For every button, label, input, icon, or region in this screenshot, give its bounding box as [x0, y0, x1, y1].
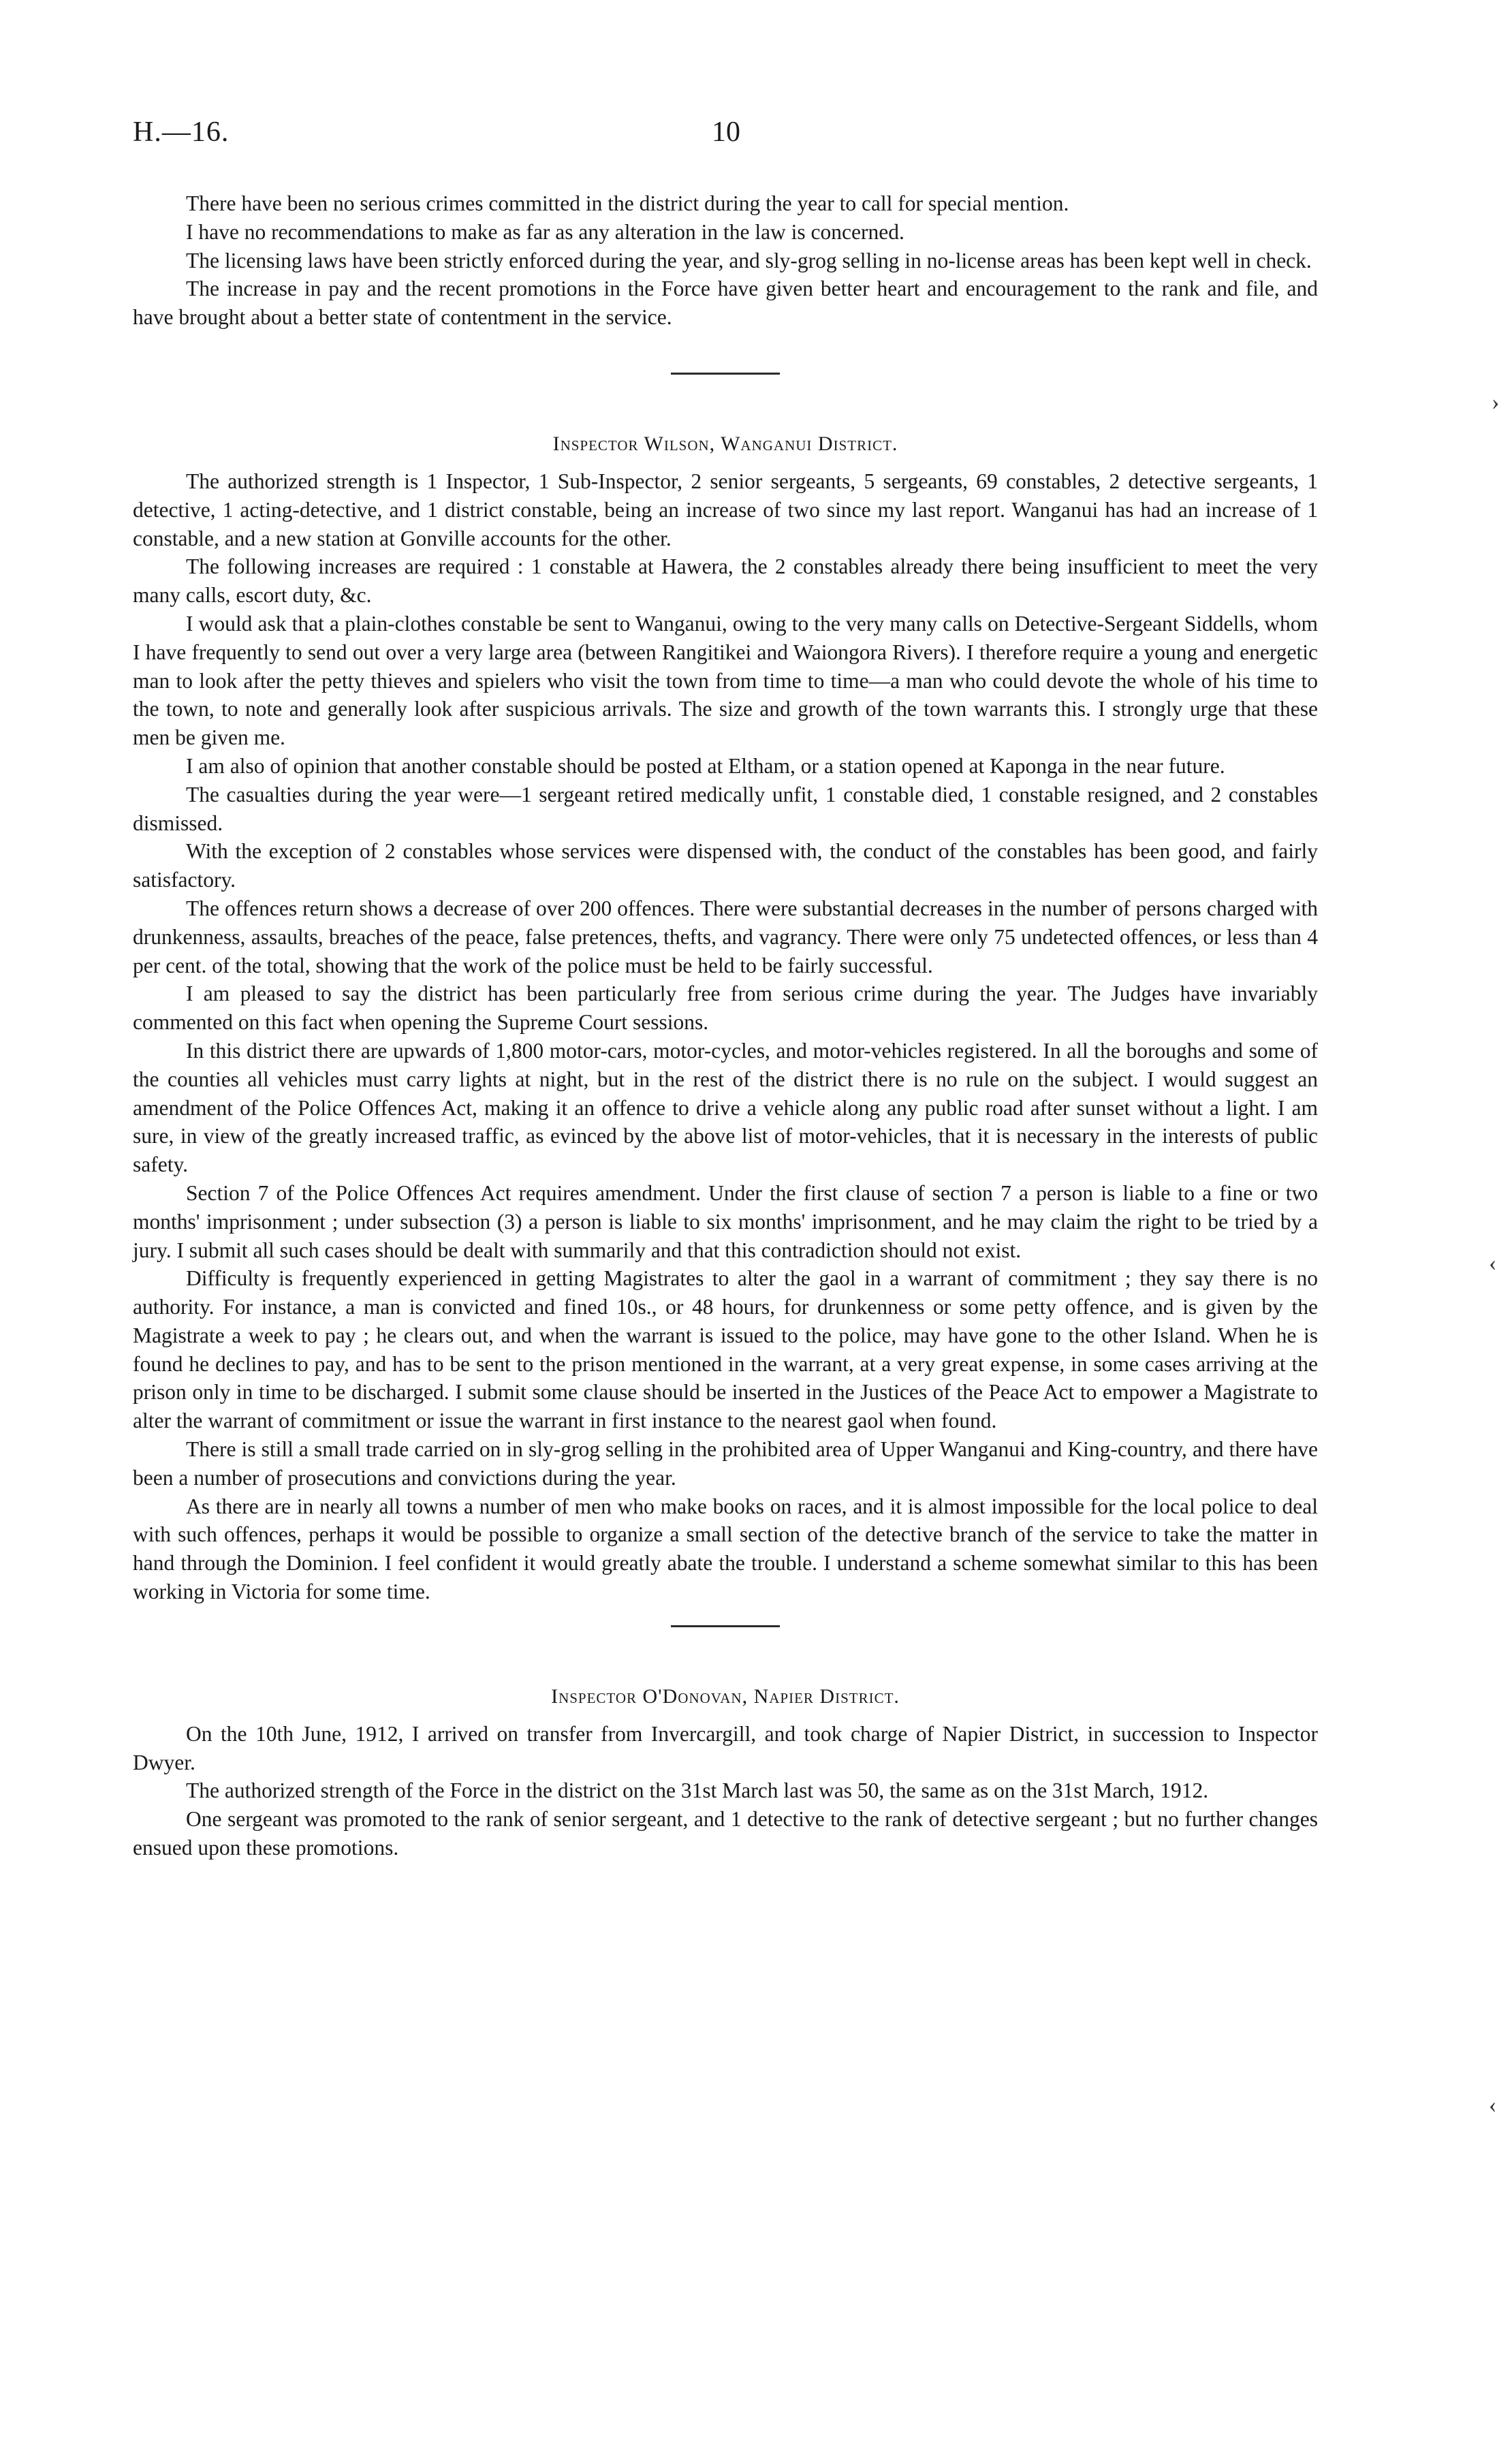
wilson-paragraph-10: Section 7 of the Police Offences Act requires amendment. Under the first clause of section 7 a person is liable to a fine or two months' imprisonment ; under subsection (3) a person is liable to six months' imprisonment, and he may claim the right to be tried by a jury. I submit all such cases should be dealt with summarily and that this contradiction should not exist.: [133, 1180, 1318, 1262]
intro-paragraph-2: I have no recommendations to make as far as any alteration in the law is concerned.: [186, 219, 904, 244]
wilson-paragraph-6: With the exception of 2 constables whose services were dispensed with, the conduct of the constables has been good, and fairly satisfactory.: [133, 839, 1318, 892]
document-code: H.—16.: [133, 116, 230, 148]
section-divider: [671, 1625, 780, 1627]
wilson-paragraph-5: The casualties during the year were—1 sergeant retired medically unfit, 1 constable died, 1 constable resigned, and 2 constables dismissed.: [133, 782, 1318, 835]
margin-mark: ›: [1492, 390, 1500, 415]
wilson-paragraph-1: The authorized strength is 1 Inspector, 1 Sub-Inspector, 2 senior sergeants, 5 sergeants, 69 constables, 2 detective sergeants, 1 detective, 1 acting-detective, and 1 district constable, being an increase of two since my last report. Wanganui has had an increase of 1 constable, and a new station at Gonville accounts for the other.: [133, 469, 1318, 550]
section-divider: [671, 373, 780, 375]
wilson-paragraph-4: I am also of opinion that another constable should be posted at Eltham, or a station opened at Kaponga in the near future.: [186, 753, 1225, 778]
intro-section: [133, 189, 1318, 332]
page-header: [133, 116, 1318, 157]
wilson-paragraph-13: As there are in nearly all towns a number of men who make books on races, and it is almost impossible for the local police to deal with such offences, perhaps it would be possible to organize a small section of the detective branch of the service to take the matter in hand through the Dominion. I feel confident it would greatly abate the trouble. I understand a scheme somewhat similar to this has been working in Victoria for some time.: [133, 1494, 1318, 1604]
odonovan-paragraph-1: On the 10th June, 1912, I arrived on transfer from Invercargill, and took charge of Napier District, in succession to Inspector Dwyer.: [133, 1721, 1318, 1774]
wilson-paragraph-3: I would ask that a plain-clothes constable be sent to Wanganui, owing to the very many calls on Detective-Sergeant Siddells, whom I have frequently to send out over a very large area (between Rangitikei and Waiongora Rivers). I therefore require a young and energetic man to look after the petty thieves and spielers who visit the town from time to time—a man who could devote the whole of his time to the town, to note and generally look after suspicious arrivals. The size and growth of the town warrants this. I strongly urge that these men be given me.: [133, 611, 1318, 750]
odonovan-report-section: [133, 1683, 1318, 1862]
margin-mark: ‹: [1489, 1251, 1497, 1276]
wilson-paragraph-2: The following increases are required : 1 constable at Hawera, the 2 constables already there being insufficient to meet the very many calls, escort duty, &c.: [133, 554, 1318, 608]
wilson-paragraph-12: There is still a small trade carried on in sly-grog selling in the prohibited area of Upper Wanganui and King-country, and there have been a number of prosecutions and convictions during the year.: [133, 1437, 1318, 1490]
intro-paragraph-3: The licensing laws have been strictly enforced during the year, and sly-grog selling in no-license areas has been kept well in check.: [186, 248, 1312, 272]
page-content: [133, 189, 1318, 1862]
intro-paragraph-4: The increase in pay and the recent promotions in the Force have given better heart and encouragement to the rank and file, and have brought about a better state of contentment in the service.: [133, 277, 1318, 330]
wilson-paragraph-7: The offences return shows a decrease of over 200 offences. There were substantial decreases in the number of persons charged with drunkenness, assaults, breaches of the peace, false pretences, thefts, and vagrancy. There were only 75 undetected offences, or less than 4 per cent. of the total, showing that the work of the police must be held to be fairly successful.: [133, 896, 1318, 977]
margin-mark: ‹: [1489, 2092, 1497, 2118]
section-heading-wilson: Inspector Wilson, Wanganui District.: [552, 432, 898, 455]
odonovan-paragraph-2: The authorized strength of the Force in the district on the 31st March last was 50, the same as on the 31st March, 1912.: [186, 1778, 1209, 1803]
wilson-paragraph-8: I am pleased to say the district has been particularly free from serious crime during the year. The Judges have invariably commented on this fact when opening the Supreme Court sessions.: [133, 982, 1318, 1035]
page-number: 10: [712, 116, 740, 148]
wilson-report-section: [133, 430, 1318, 1606]
wilson-paragraph-11: Difficulty is frequently experienced in getting Magistrates to alter the gaol in a warrant of commitment ; they say there is no authority. For instance, a man is convicted and fined 10s., or 48 hours, for drunkenness or some petty offence, and is given by the Magistrate a week to pay ; he clears out, and when the warrant is issued to the police, may have gone to the other Island. When he is found he declines to pay, and has to be sent to the prison mentioned in the warrant, at a very great expense, in some cases arriving at the prison only in time to be discharged. I submit some clause should be inserted in the Justices of the Peace Act to empower a Magistrate to alter the warrant of commitment or issue the warrant in first instance to the nearest gaol when found.: [133, 1266, 1318, 1433]
intro-paragraph-1: There have been no serious crimes committed in the district during the year to call for special mention.: [186, 191, 1069, 215]
wilson-paragraph-9: In this district there are upwards of 1,800 motor-cars, motor-cycles, and motor-vehicles registered. In all the boroughs and some of the counties all vehicles must carry lights at night, but in the rest of the district there is no rule on the subject. I would suggest an amendment of the Police Offences Act, making it an offence to drive a vehicle along any public road after sunset without a light. I am sure, in view of the greatly increased traffic, as evinced by the above list of motor-vehicles, that it is necessary in the interests of public safety.: [133, 1038, 1318, 1177]
section-heading-odonovan: Inspector O'Donovan, Napier District.: [551, 1684, 900, 1708]
odonovan-paragraph-3: One sergeant was promoted to the rank of senior sergeant, and 1 detective to the rank of detective sergeant ; but no further changes ensued upon these promotions.: [133, 1807, 1318, 1860]
